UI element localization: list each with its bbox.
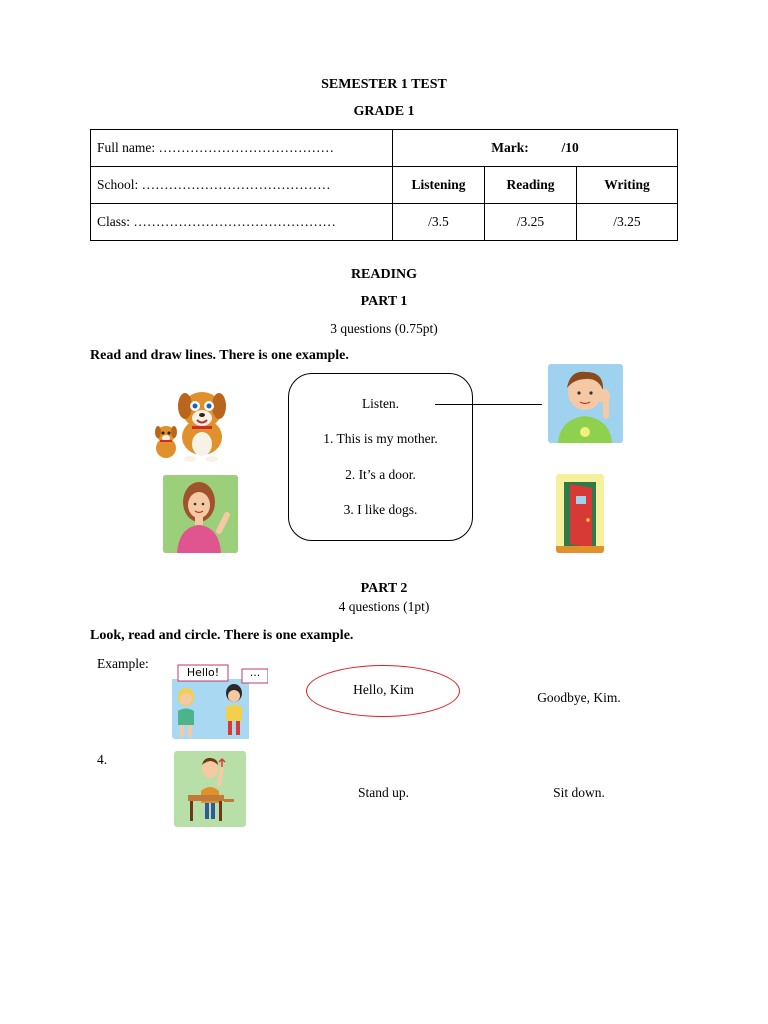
class-field[interactable]: Class: ……………………………………… <box>91 204 393 241</box>
stand-up-boy-picture[interactable] <box>174 751 246 827</box>
skill-writing: Writing <box>577 167 678 204</box>
part1-instruction: Read and draw lines. There is one example. <box>90 348 349 363</box>
sentence-1: 1. This is my mother. <box>323 431 438 446</box>
sentence-3: 3. I like dogs. <box>343 502 418 517</box>
greeting-girls-picture[interactable] <box>172 663 268 739</box>
mark-total: /10 <box>561 140 579 155</box>
sentence-example: Listen. <box>361 396 400 411</box>
part2-title: PART 2 <box>360 581 408 596</box>
hello-bubble-text: Hello! <box>186 666 220 679</box>
dogs-icon <box>150 382 230 464</box>
stand-up-boy-icon <box>174 751 246 827</box>
test-title: SEMESTER 1 TEST <box>321 77 447 92</box>
student-info-table <box>90 129 678 241</box>
part2-questions: 4 questions (1pt) <box>338 599 430 614</box>
mark-label: Mark: <box>491 140 529 155</box>
ellipsis-bubble-text: ... <box>249 666 261 679</box>
mark-cell <box>393 130 678 167</box>
door-icon <box>556 474 604 553</box>
score-listening: /3.5 <box>393 204 485 241</box>
q4-option-b[interactable]: Sit down. <box>553 785 605 800</box>
mother-picture[interactable] <box>163 475 238 553</box>
reading-section-title: READING <box>350 267 418 282</box>
mother-icon <box>163 475 238 553</box>
question-4-label: 4. <box>97 752 108 767</box>
part1-title: PART 1 <box>360 294 408 309</box>
door-picture[interactable] <box>556 474 604 553</box>
listening-boy-picture[interactable] <box>548 364 623 443</box>
school-field[interactable]: School: …………………………………… <box>91 167 393 204</box>
skill-listening: Listening <box>393 167 485 204</box>
part1-questions: 3 questions (0.75pt) <box>330 321 438 336</box>
example-option-a[interactable]: Hello, Kim <box>353 682 414 697</box>
listening-boy-icon <box>548 364 623 443</box>
score-writing: /3.25 <box>577 204 678 241</box>
example-match-line <box>435 404 542 405</box>
grade-title: GRADE 1 <box>353 104 415 119</box>
skill-reading: Reading <box>485 167 577 204</box>
sentence-2: 2. It’s a door. <box>345 467 416 482</box>
part2-instruction: Look, read and circle. There is one example. <box>90 628 354 643</box>
dogs-picture[interactable] <box>150 382 230 464</box>
q4-option-a[interactable]: Stand up. <box>357 785 409 800</box>
example-label: Example: <box>97 656 149 671</box>
full-name-field[interactable]: Full name: ………………………………… <box>91 130 393 167</box>
score-reading: /3.25 <box>485 204 577 241</box>
example-option-b[interactable]: Goodbye, Kim. <box>537 690 621 705</box>
